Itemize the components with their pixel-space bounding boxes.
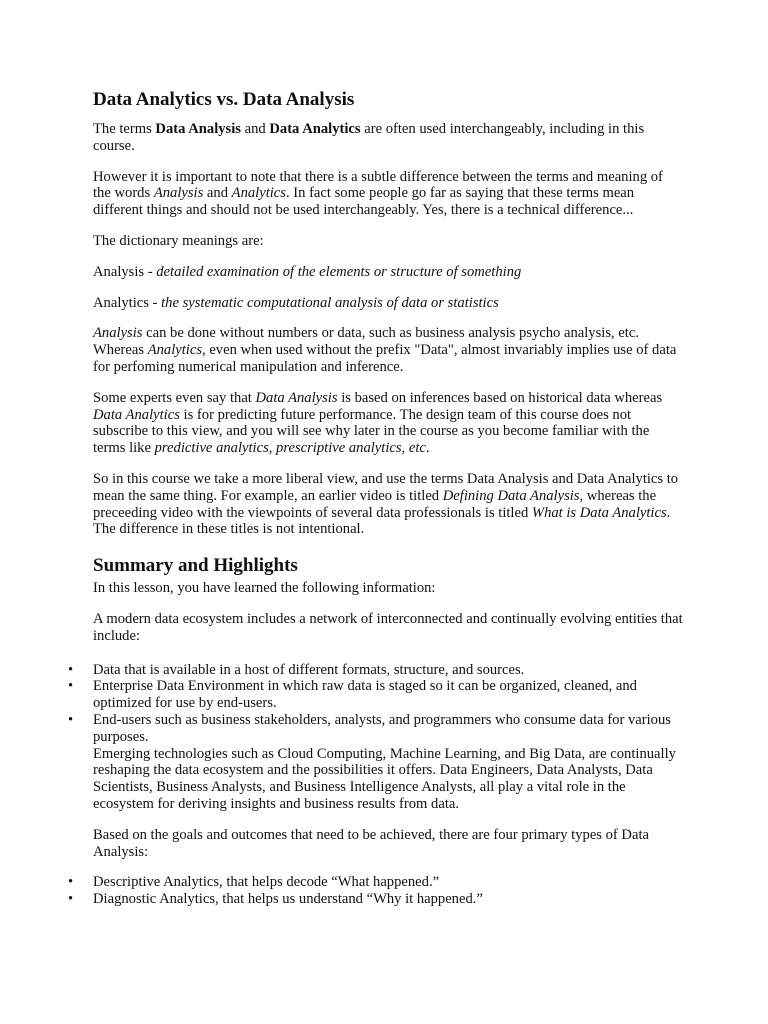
text-run: . The difference in these titles is not intentional. — [93, 504, 671, 538]
text-run: are often used interchangeably, including in this course. — [93, 121, 645, 154]
text-run: However it is important to note that there is a subtle difference between the terms and meaning of the words — [93, 168, 663, 202]
italic-term: Analytics — [147, 342, 203, 359]
list-item-text: Data that is available in a host of different formats, structure, and sources. — [93, 661, 525, 678]
text-run: . In fact some people go far as saying that these terms mean different things and should not be used interchangeably. Yes, there is a technical difference... — [93, 185, 635, 219]
text-run: Some experts even say that — [93, 389, 256, 406]
text-run: is for predicting future performance. The design team of this course does not subscribe to this view, and you will see why later in the course as you become familiar with the terms like — [93, 406, 650, 457]
bullet-icon: • — [68, 711, 74, 728]
section-title-analytics-vs-analysis: Data Analytics vs. Data Analysis — [93, 89, 355, 110]
text-run: , whereas the preceeding video with the viewpoints of several data professionals is titled — [93, 487, 657, 521]
italic-title: Defining Data Analysis — [442, 487, 580, 504]
italic-term: Analysis — [93, 325, 143, 342]
bold-term-data-analytics: Data Analytics — [269, 121, 361, 137]
list-item-text: Descriptive Analytics, that helps decode “What happened.” — [93, 874, 440, 891]
section-title-summary: Summary and Highlights — [93, 555, 298, 577]
text-run: The terms — [93, 121, 156, 137]
list-item-text: Diagnostic Analytics, that helps us understand “Why it happened.” — [93, 891, 483, 908]
bold-term-data-analysis: Data Analysis — [155, 121, 241, 137]
text-run: and — [240, 121, 270, 137]
paragraph-emerging-technologies: Emerging technologies such as Cloud Computing, Machine Learning, and Big Data, are continually reshaping the data ecosystem and the possibilities it offers. Data Engineers, Data Analysts, Data Scientists, Business Analysts, and Business Intelligence Analysts, all play a vital role in the ecosystem for deriving insights and business results from data. — [93, 745, 676, 812]
list-item — [68, 678, 683, 712]
text-run: and — [203, 185, 232, 202]
italic-title: What is Data Analytics — [531, 504, 667, 521]
list-item-text: Enterprise Data Environment in which raw data is staged so it can be organized, cleaned, and optimized for use by end-users. — [93, 678, 637, 712]
definition-meaning: the systematic computational analysis of data or statistics — [161, 294, 499, 311]
text-run: So in this course we take a more liberal view, and use the terms Data Analysis and Data Analytics to mean the same thing. For example, an earlier video is titled — [93, 470, 679, 504]
definition-meaning: detailed examination of the elements or structure of something — [156, 263, 522, 280]
definition-term: Analytics - — [93, 294, 162, 311]
list-item — [68, 891, 683, 908]
document-body — [68, 88, 683, 922]
text-run: can be done without numbers or data, such as business analysis psycho analysis, etc. Whereas — [93, 325, 639, 359]
italic-term: Analytics — [231, 185, 286, 202]
list-item — [68, 661, 683, 679]
paragraph-experts-view — [93, 390, 683, 457]
paragraph-types-intro: Based on the goals and outcomes that need to be achieved, there are four primary types of Data Analysis: — [93, 826, 649, 860]
bullet-icon: • — [68, 678, 74, 695]
italic-term: Data Analytics — [93, 406, 180, 423]
bullet-icon: • — [68, 891, 74, 908]
bullet-icon: • — [68, 874, 74, 891]
definition-term: Analysis - — [93, 263, 157, 280]
definition-analytics — [93, 295, 683, 312]
paragraph-ecosystem-intro: A modern data ecosystem includes a network of interconnected and continually evolving entities that include: — [93, 610, 683, 644]
text-run: . — [425, 440, 430, 457]
list-item — [68, 711, 683, 813]
paragraph-analysis-vs-analytics — [93, 325, 683, 375]
italic-term: predictive analytics, prescriptive analytics, etc — [154, 440, 426, 457]
italic-term: Analysis — [153, 185, 204, 202]
text-run: is based on inferences based on historical data whereas — [337, 389, 663, 406]
italic-term: Data Analysis — [255, 389, 338, 406]
ecosystem-list — [68, 661, 683, 813]
list-item-text: End-users such as business stakeholders, analysts, and programmers who consume data for various purposes. — [93, 711, 671, 745]
paragraph-summary-intro: In this lesson, you have learned the following information: — [93, 580, 436, 597]
definition-analysis — [93, 264, 683, 281]
paragraph-dictionary-intro: The dictionary meanings are: — [93, 232, 264, 249]
bullet-icon: • — [68, 661, 74, 678]
paragraph-terms — [93, 121, 683, 155]
list-item — [68, 874, 683, 891]
analysis-types-list — [68, 874, 683, 908]
paragraph-liberal-view — [93, 471, 683, 538]
text-run: , even when used without the prefix "Data", almost invariably implies use of data for perfoming numerical manipulation and inference. — [93, 342, 677, 375]
paragraph-subtle-difference — [93, 169, 683, 219]
